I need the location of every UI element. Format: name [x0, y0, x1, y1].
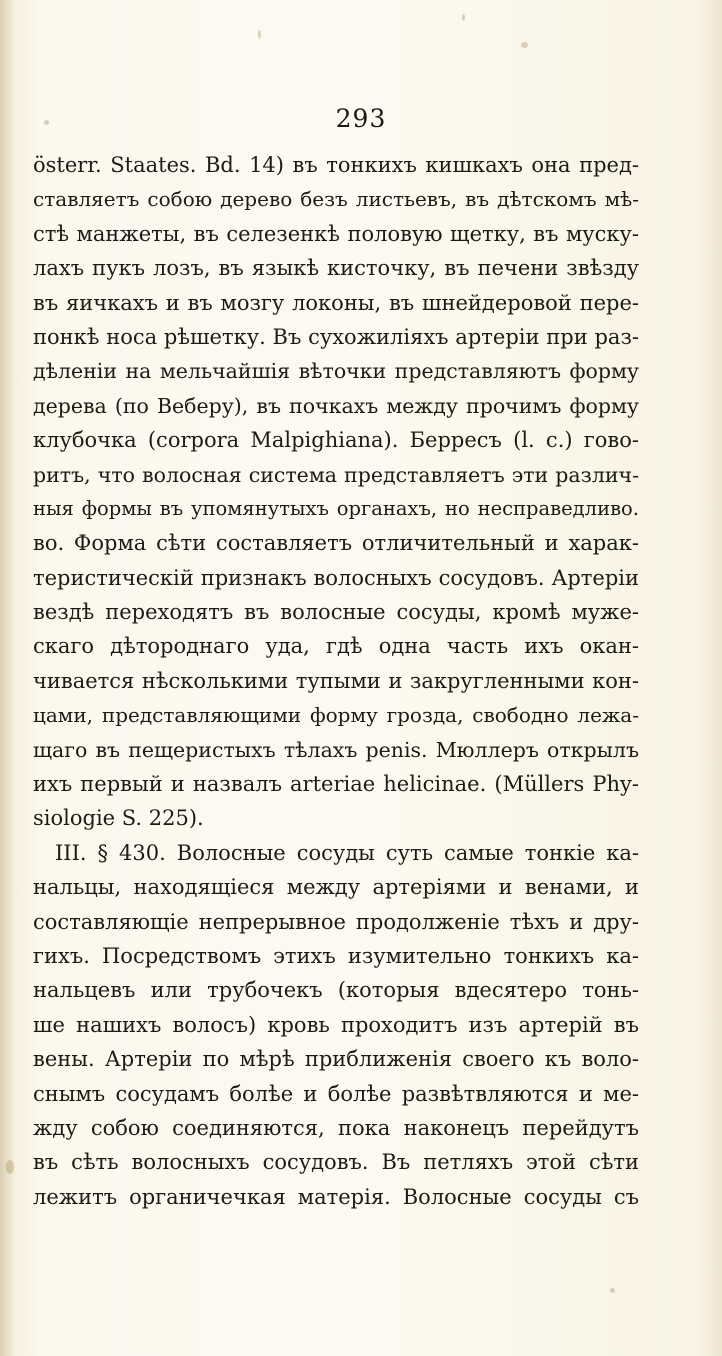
text-line: лежитъ органичечкая матерія. Волосные сосуды съ — [33, 1184, 639, 1209]
text-line: нальцевъ или трубочекъ (которыя вдесятеро тонь- — [33, 978, 639, 1003]
text-line: нальцы, находящіеся между артеріями и венами, и — [33, 875, 639, 900]
text-line: österr. Staates. Bd. 14) въ тонкихъ кишкахъ она пред- — [33, 153, 639, 177]
text-line: въ сѣть волосныхъ сосудовъ. Въ петляхъ этой сѣти — [33, 1150, 639, 1175]
body-text — [33, 148, 639, 1214]
text-line: вездѣ переходятъ въ волосные сосуды, кромѣ муже- — [33, 600, 639, 625]
text-line: дѣленіи на мельчайшія вѣточки представляютъ форму — [33, 359, 639, 384]
text-line: гихъ. Посредствомъ этихъ изумительно тонкихъ ка- — [33, 943, 639, 968]
text-line: щаго въ пещеристыхъ тѣлахъ penis. Мюллеръ открылъ — [33, 737, 639, 762]
text-line: стѣ манжеты, въ селезенкѣ половую щетку, въ муску- — [33, 221, 639, 246]
ink-speck — [258, 30, 261, 39]
text-line: вены. Артеріи по мѣрѣ приближенія своего къ воло- — [33, 1047, 639, 1072]
text-line: во. Форма сѣти составляетъ отличительный и харак- — [33, 531, 639, 556]
text-line: дерева (по Веберу), въ почкахъ между прочимъ форму — [33, 393, 639, 418]
text-line: siologie S. 225). — [33, 806, 204, 831]
page-edge-shadow — [0, 0, 14, 1356]
ink-speck — [6, 1160, 14, 1174]
text-line: понкѣ носа рѣшетку. Въ сухожиліяхъ артеріи при раз- — [33, 324, 639, 349]
text-line: цами, представляющими форму грозда, свободно лежа- — [33, 703, 639, 728]
ink-speck — [610, 1288, 615, 1293]
text-line: снымъ сосудамъ болѣе и болѣе развѣтвляются и ме- — [33, 1081, 639, 1106]
text-line: ше нашихъ волосъ) кровь проходитъ изъ артерій въ — [33, 1012, 639, 1037]
text-line: ставляетъ собою дерево безъ листьевъ, въ дѣтскомъ мѣ- — [33, 187, 639, 212]
text-line: ныя формы въ упомянутыхъ органахъ, но несправедливо. — [33, 496, 639, 520]
ink-speck — [521, 42, 528, 48]
text-line: ритъ, что волосная система представляетъ эти различ- — [33, 462, 639, 487]
text-line: чивается нѣсколькими тупыми и закругленными кон- — [33, 668, 639, 693]
text-line: составляющіе непрерывное продолженіе тѣхъ и дру- — [33, 909, 639, 934]
text-line: клубочка (corpora Malpighiana). Берресъ (l. c.) гово- — [33, 428, 639, 453]
paragraph — [33, 148, 639, 836]
text-line: III. § 430. Волосные сосуды суть самые тонкіе ка- — [55, 840, 639, 865]
text-line: теристическій признакъ волосныхъ сосудовъ. Артеріи — [33, 565, 639, 590]
text-line: скаго дѣтороднаго уда, гдѣ одна часть ихъ окан- — [33, 634, 639, 659]
text-line: въ яичкахъ и въ мозгу локоны, въ шнейдеровой пере- — [33, 290, 639, 315]
ink-speck — [462, 14, 465, 21]
paragraph — [33, 836, 639, 1214]
text-line: жду собою соединяются, пока наконецъ перейдутъ — [33, 1115, 639, 1140]
page-number: 293 — [335, 104, 387, 133]
text-line: ихъ первый и назвалъ arteriae helicinae. (Müllers Phy- — [33, 772, 639, 797]
text-line: лахъ пукъ лозъ, въ языкѣ кисточку, въ печени звѣзду — [33, 256, 639, 281]
